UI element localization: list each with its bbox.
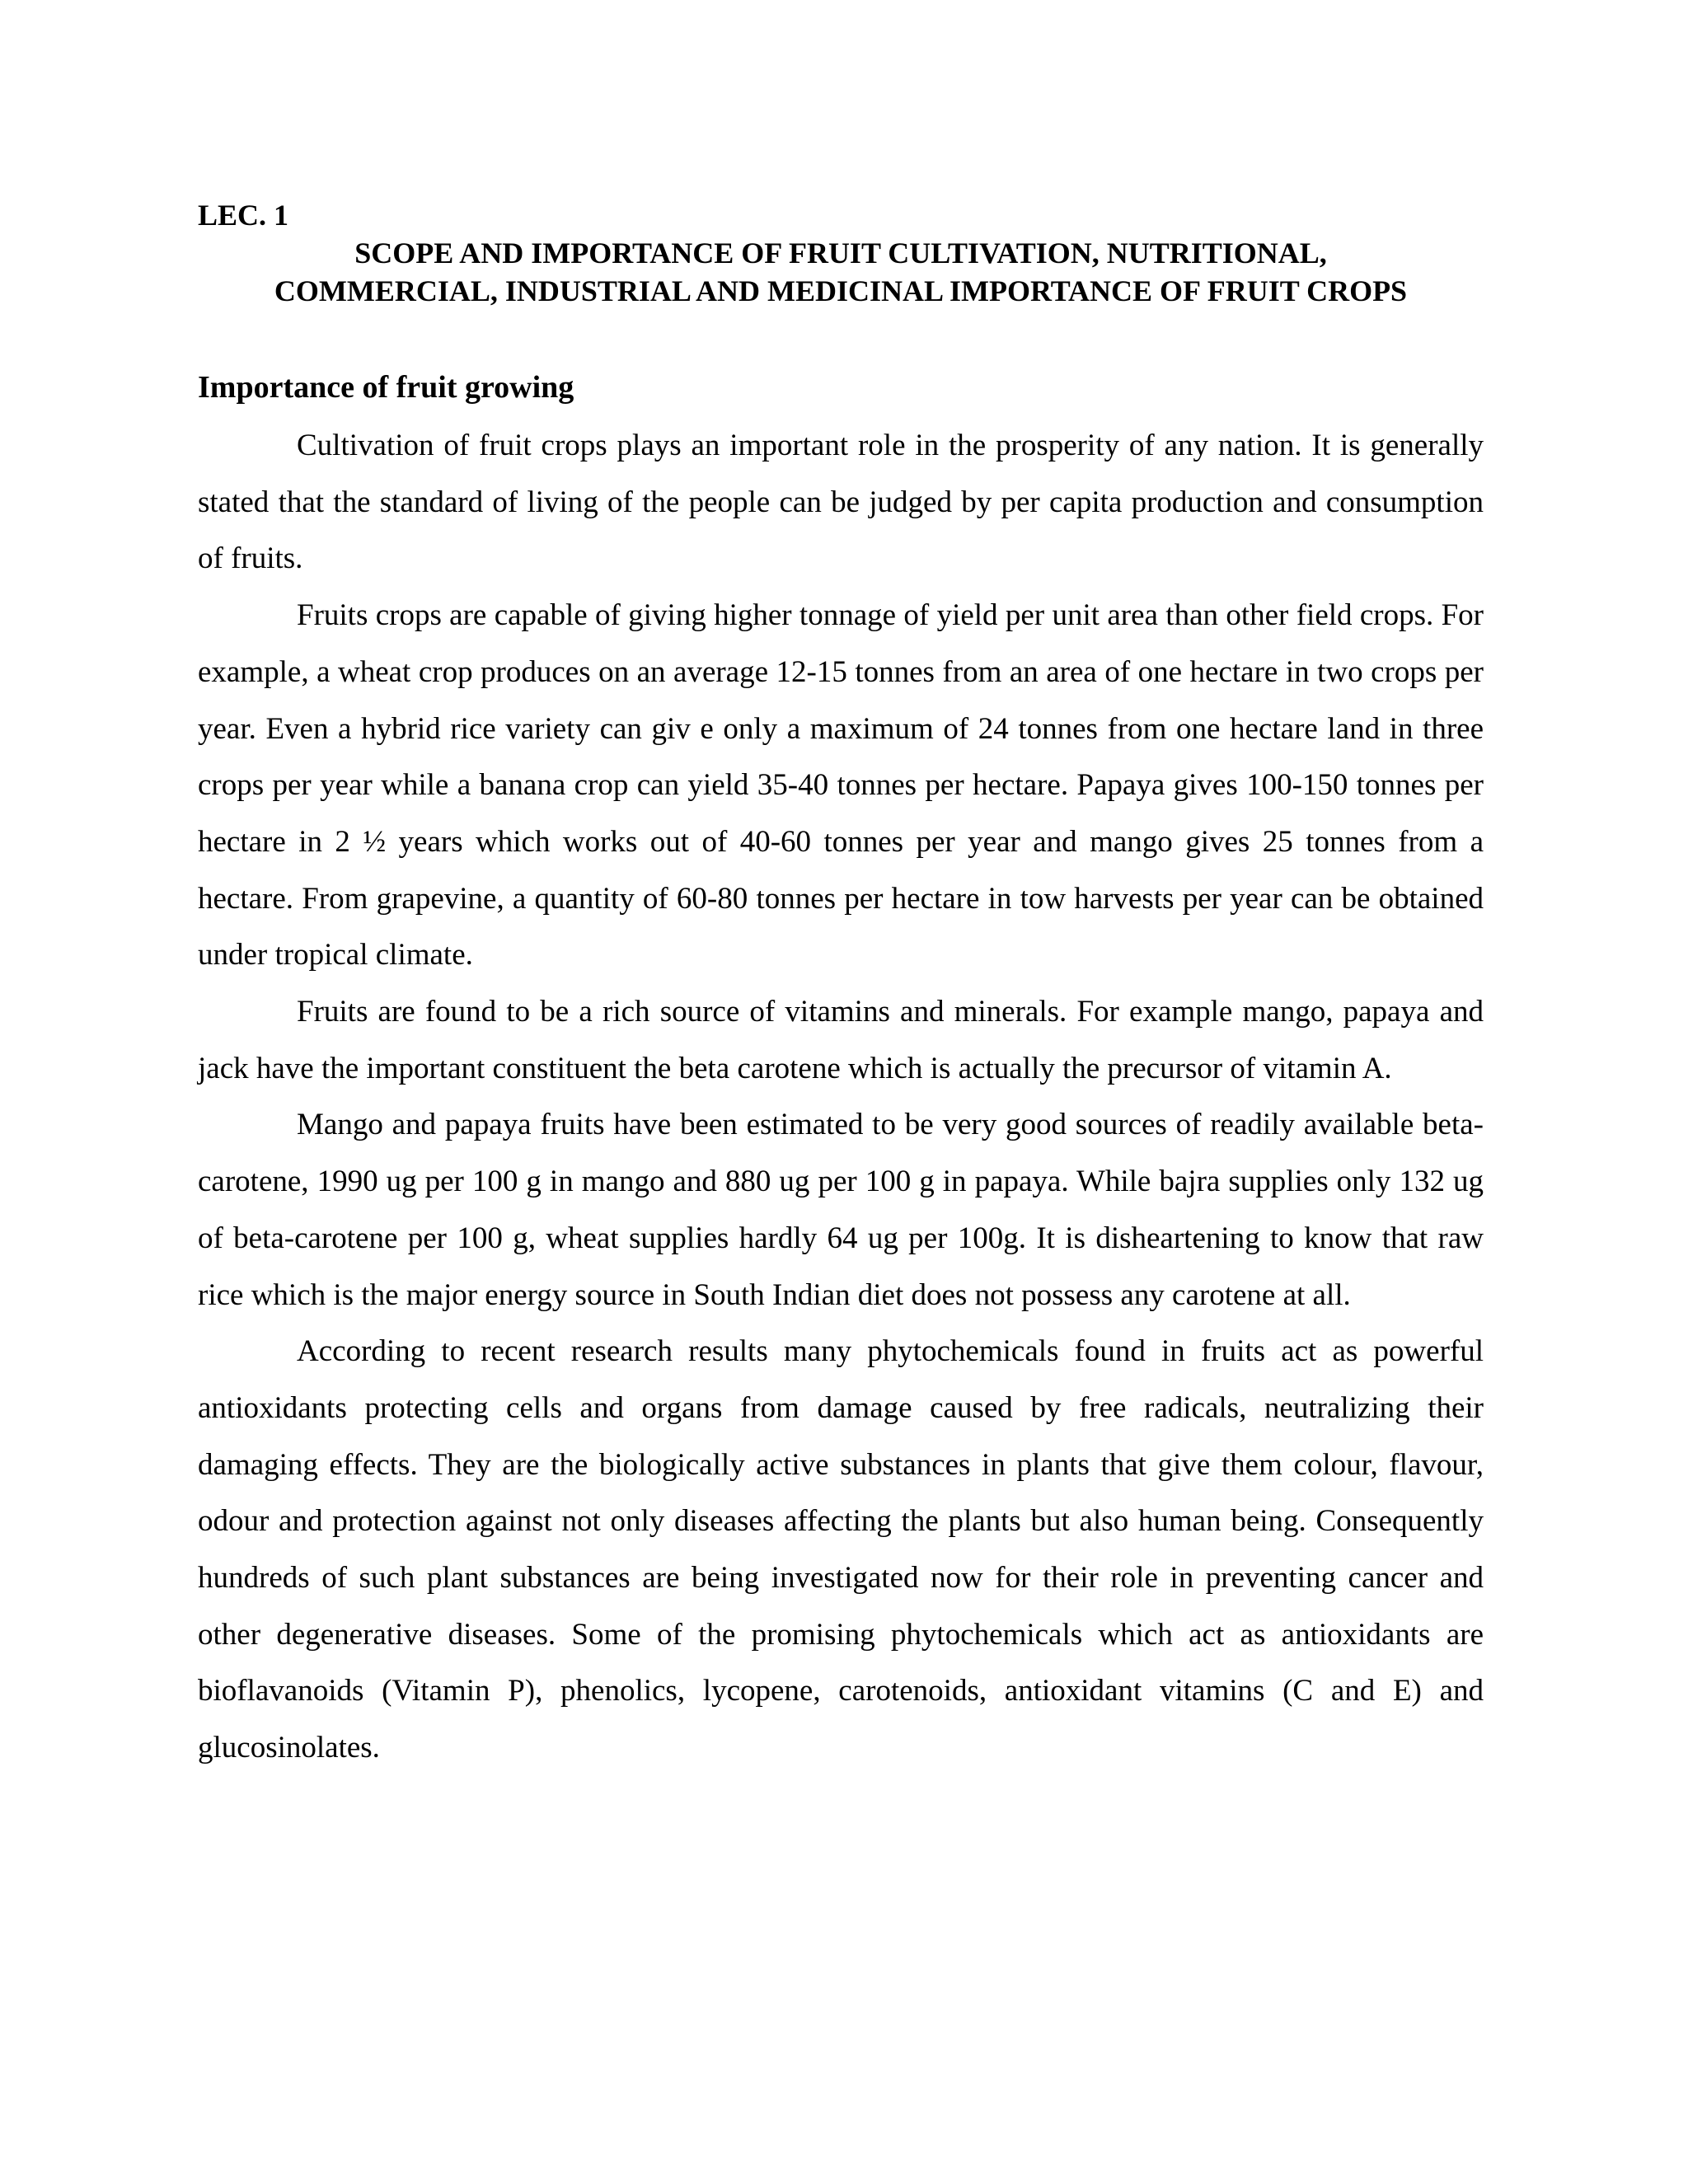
document-title [181, 234, 1500, 310]
paragraph: According to recent research results many phytochemicals found in fruits act as powerful antioxidants protecting cells and organs from damage caused by free radicals, neutralizing their damaging effects. They are the biologically active substances in plants that give them colour, flavour, odour and protection against not only diseases affecting the plants but also human being. Consequently hundreds of such plant substances are being investigated now for their role in preventing cancer and other degenerative diseases. Some of the promising phytochemicals which act as antioxidants are bioflavanoids (Vitamin P), phenolics, lycopene, carotenoids, antioxidant vitamins (C and E) and glucosinolates. [198, 1334, 1484, 1765]
paragraph: Mango and papaya fruits have been estimated to be very good sources of readily available beta-carotene, 1990 ug per 100 g in mango and 880 ug per 100 g in papaya. While bajra supplies only 132 ug of beta-carotene per 100 g, wheat supplies hardly 64 ug per 100g. It is disheartening to know that raw rice which is the major energy source in South Indian diet does not possess any carotene at all. [198, 1108, 1484, 1312]
section-heading: Importance of fruit growing [198, 370, 574, 405]
lecture-label: LEC. 1 [198, 199, 289, 232]
body-text [198, 418, 1484, 1777]
title-line-2: COMMERCIAL, INDUSTRIAL AND MEDICINAL IMPORTANCE OF FRUIT CROPS [274, 274, 1408, 307]
title-line-1: SCOPE AND IMPORTANCE OF FRUIT CULTIVATION, NUTRITIONAL, [354, 237, 1327, 269]
paragraph: Fruits crops are capable of giving higher tonnage of yield per unit area than other field crops. For example, a wheat crop produces on an average 12-15 tonnes from an area of one hectare in two crops per year. Even a hybrid rice variety can giv e only a maximum of 24 tonnes from one hectare land in three crops per year while a banana crop can yield 35-40 tonnes per hectare. Papaya gives 100-150 tonnes per hectare in 2 ½ years which works out of 40-60 tonnes per year and mango gives 25 tonnes from a hectare. From grapevine, a quantity of 60-80 tonnes per hectare in tow harvests per year can be obtained under tropical climate. [198, 598, 1484, 972]
paragraph: Fruits are found to be a rich source of vitamins and minerals. For example mango, papaya and jack have the important constituent the beta carotene which is actually the precursor of vitamin A. [198, 995, 1484, 1085]
paragraph: Cultivation of fruit crops plays an important role in the prosperity of any nation. It is generally stated that the standard of living of the people can be judged by per capita production and consumption of fruits. [198, 429, 1484, 576]
